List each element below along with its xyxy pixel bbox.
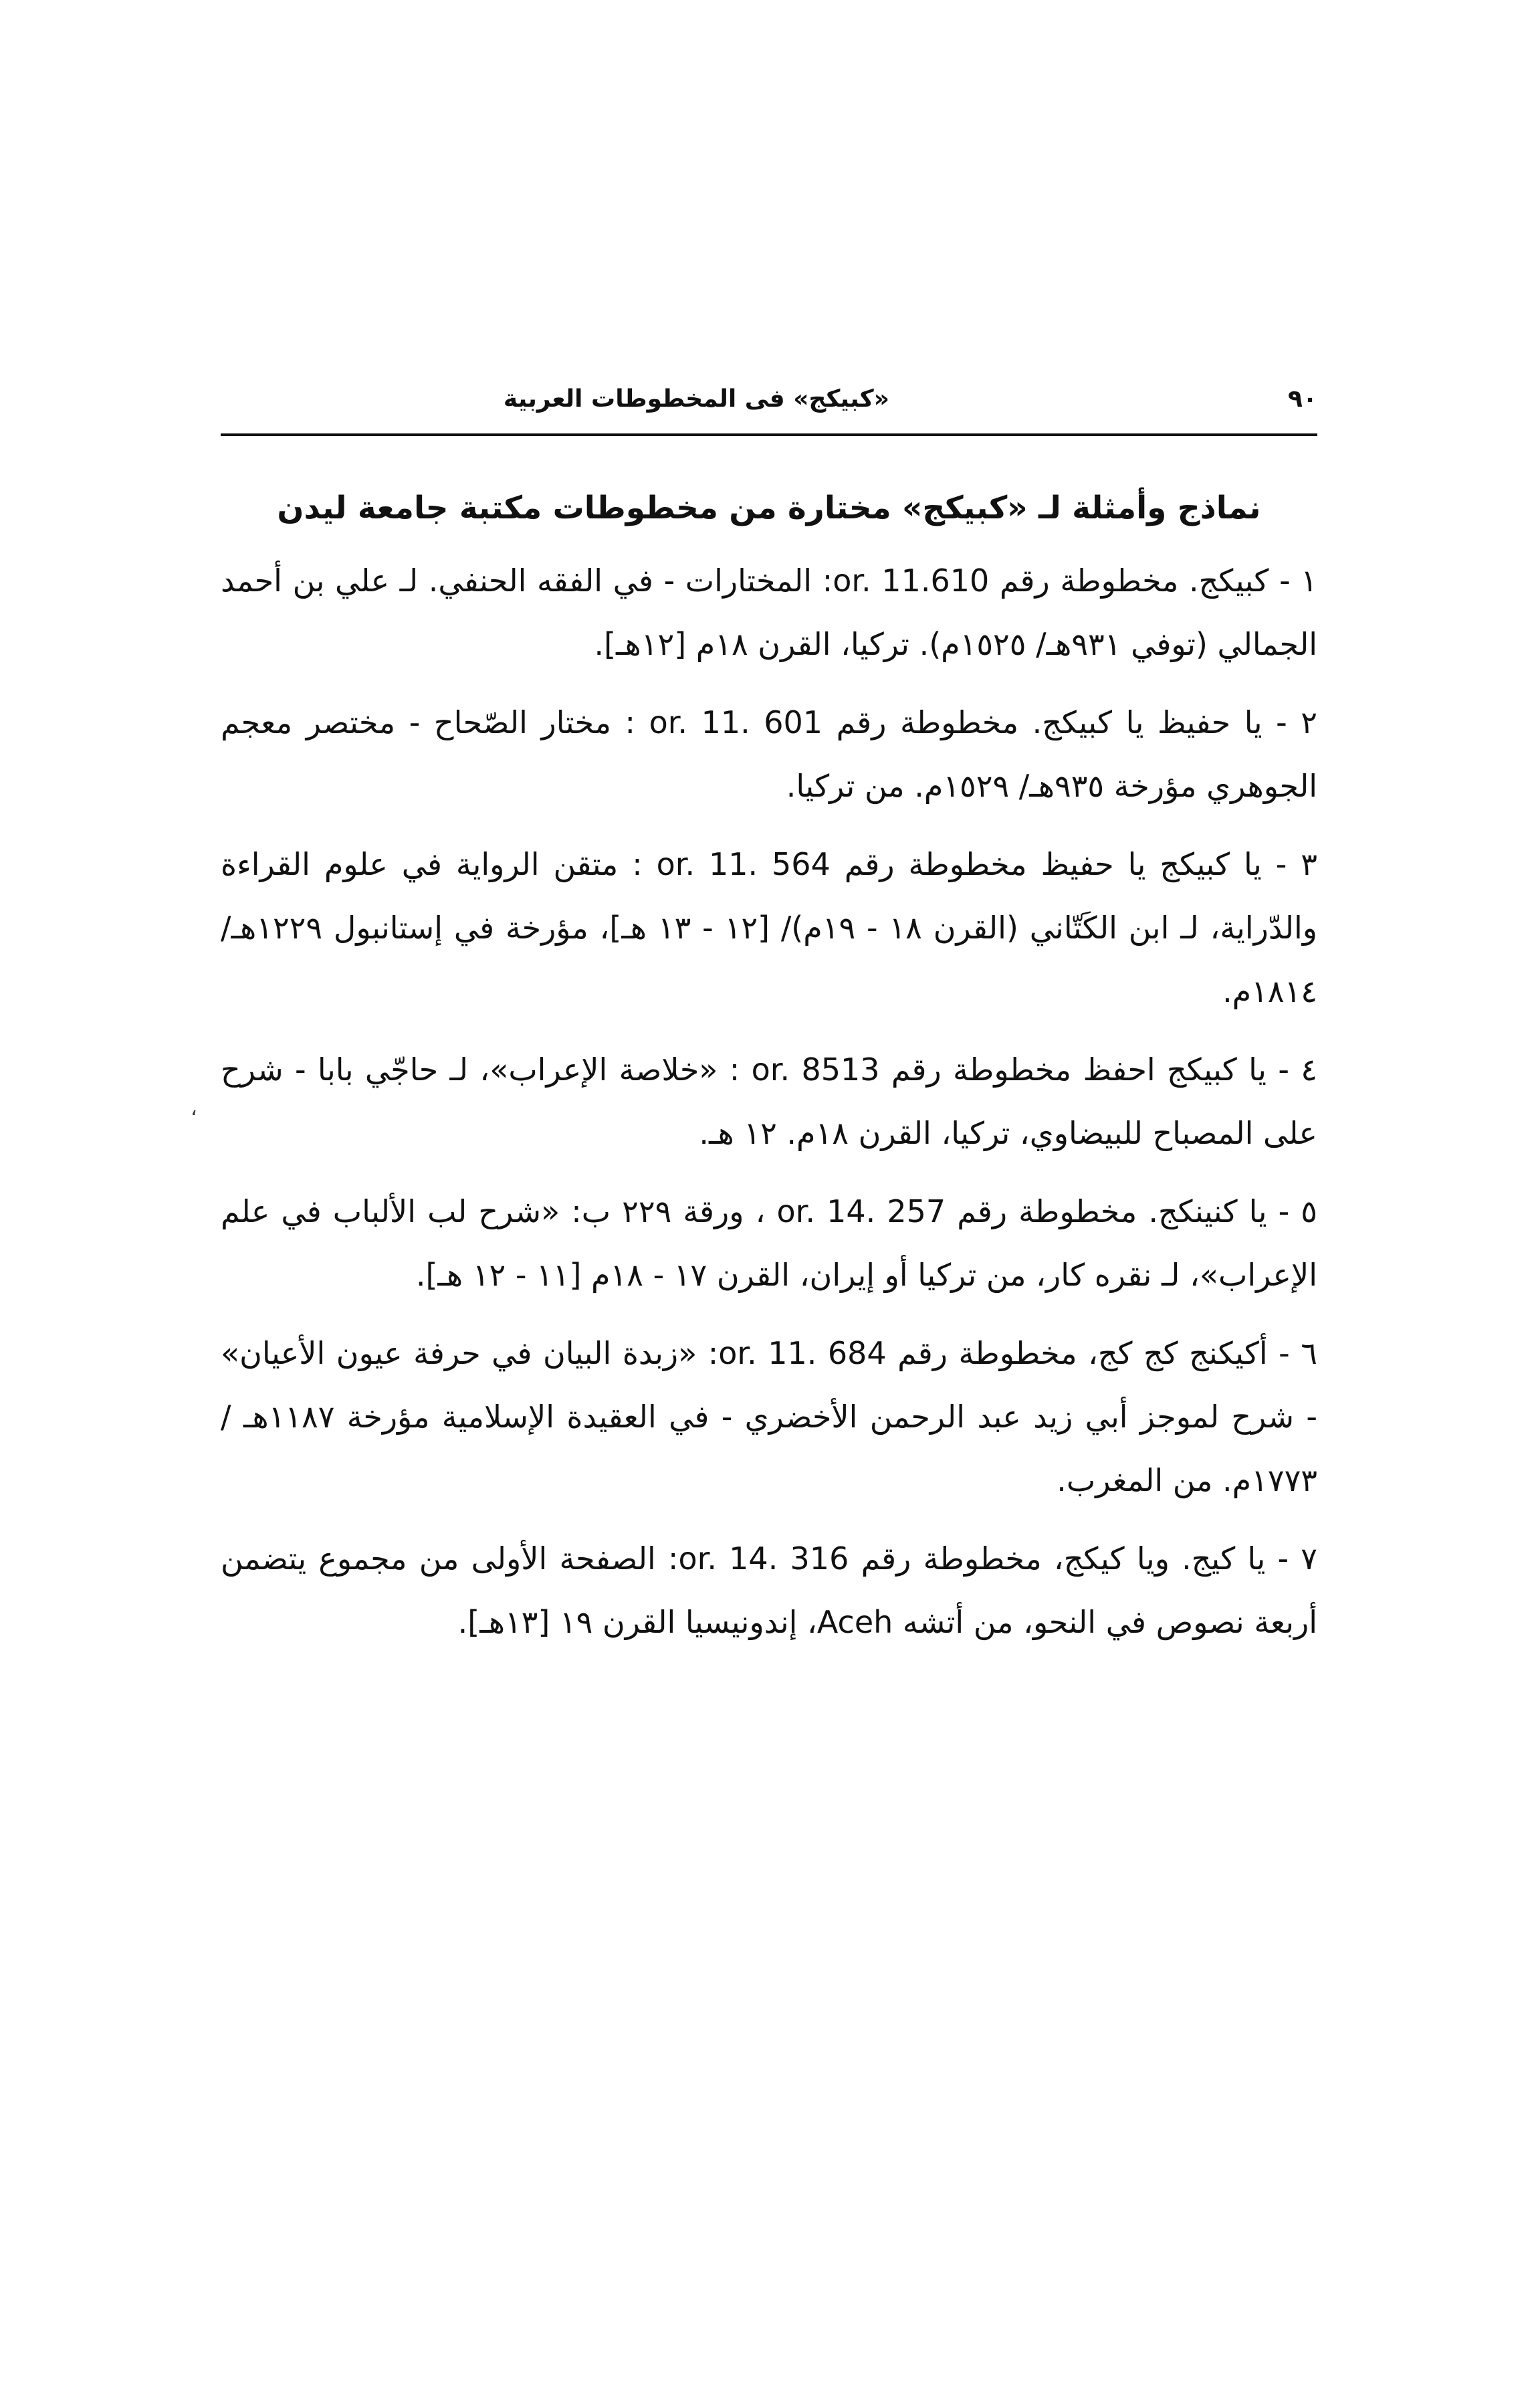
body-text [221, 485, 1317, 1669]
list-item-text: ١ - كبيكج. مخطوطة رقم or. 11.610: المختارات - في الفقه الحنفي. لـ علي بن أحمد الجمالي (توفي ٩٣١هـ/ ١٥٢٥م). تركيا، القرن ١٨م [١٢هـ]. [221, 563, 1318, 662]
list-item-3 [221, 833, 1317, 1023]
list-item-4 [221, 1038, 1317, 1165]
running-header-title: «كبيكج» فى المخطوطات العربية [503, 385, 889, 413]
list-item-2 [221, 691, 1317, 818]
list-item-7 [221, 1527, 1317, 1654]
list-item-text: ٥ - يا كنينكج. مخطوطة رقم or. 14. 257 ، ورقة ٢٢٩ ب: «شرح لب الألباب في علم الإعراب»، لـ نقره كار، من تركيا أو إيران، القرن ١٧ - ١٨م [١١ - ١٢ هـ]. [221, 1193, 1318, 1293]
list-item-text: ٦ - أكيكنج كج كج، مخطوطة رقم or. 11. 684: «زبدة البيان في حرفة عيون الأعيان» - شرح لموجز أبي زيد عبد الرحمن الأخضري - في العقيدة الإسلامية مؤرخة ١١٨٧هـ / ١٧٧٣م. من المغرب. [221, 1335, 1317, 1498]
stray-mark: ، [191, 1097, 197, 1120]
section-heading: نماذج وأمثلة لـ «كبيكج» مختارة من مخطوطات مكتبة جامعة ليدن [277, 490, 1261, 526]
running-header [221, 381, 1317, 435]
list-item-text: ٢ - يا حفيظ يا كبيكج. مخطوطة رقم or. 11. 601 : مختار الصّحاح - مختصر معجم الجوهري مؤرخة ٩٣٥هـ/ ١٥٢٩م. من تركيا. [221, 704, 1317, 804]
list-item-text: ٤ - يا كبيكج احفظ مخطوطة رقم or. 8513 : «خلاصة الإعراب»، لـ حاجّي بابا - شرح على المصباح للبيضاوي، تركيا، القرن ١٨م. ١٢ هـ. [221, 1051, 1317, 1151]
list-item-text: ٧ - يا كيج. ويا كيكج، مخطوطة رقم or. 14. 316: الصفحة الأولى من مجموع يتضمن أربعة نصوص في النحو، من أتشه Aceh، إندونيسيا القرن ١٩ [١٣هـ]. [221, 1540, 1318, 1640]
list-item-1 [221, 549, 1317, 676]
header-divider [221, 433, 1317, 436]
list-item-6 [221, 1322, 1317, 1512]
list-item-text: ٣ - يا كبيكج يا حفيظ مخطوطة رقم or. 11. 564 : متقن الرواية في علوم القراءة والدّراية، لـ ابن الكَتّاني (القرن ١٨ - ١٩م)/ [١٢ - ١٣ هـ]، مؤرخة في إستانبول ١٢٢٩هـ/ ١٨١٤م. [221, 846, 1318, 1009]
page-number: ٩٠ [1288, 385, 1317, 413]
list-item-5 [221, 1180, 1317, 1307]
